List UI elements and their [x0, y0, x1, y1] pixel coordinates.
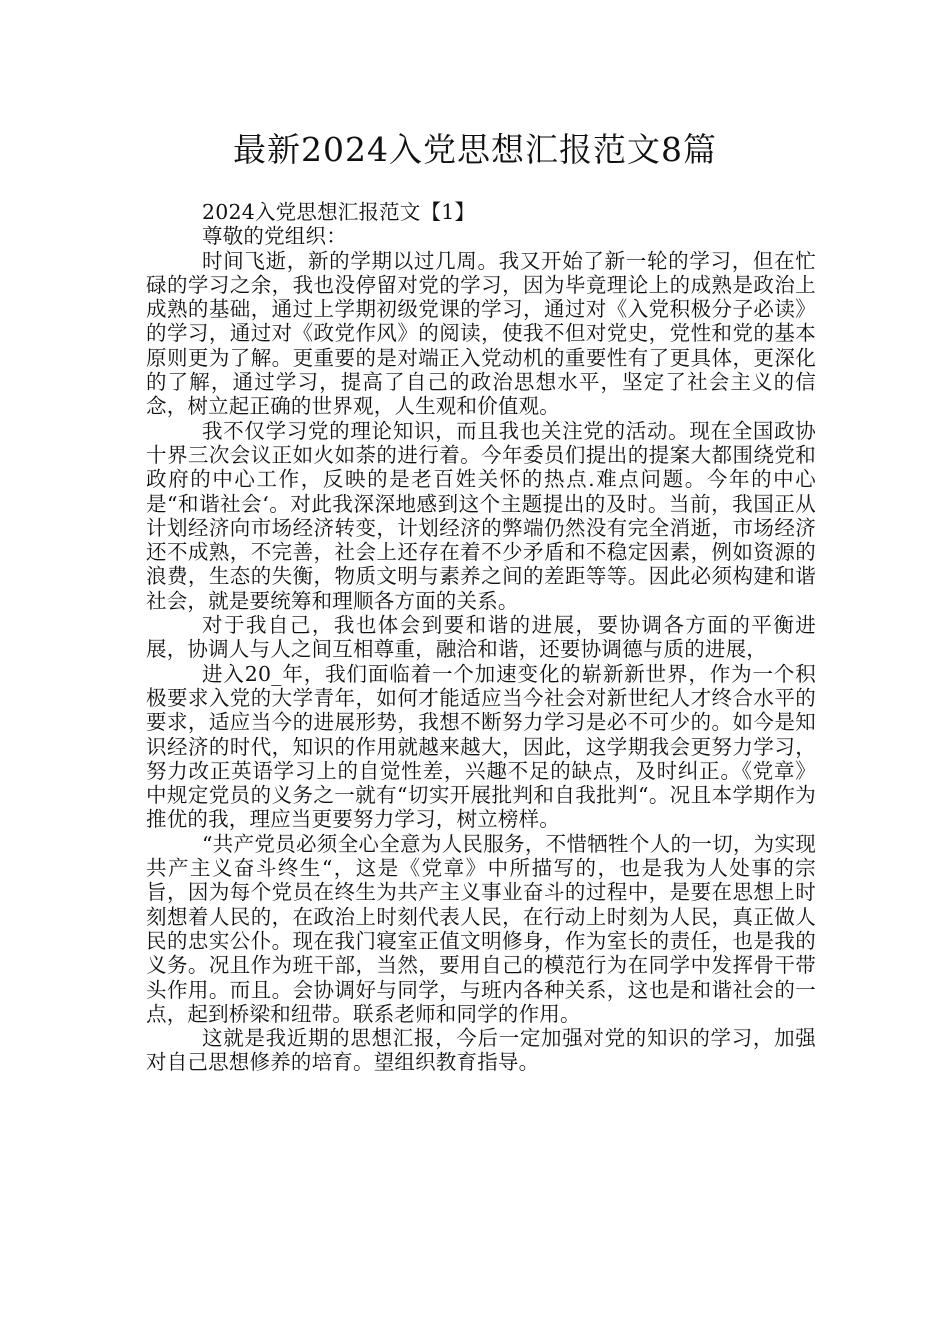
paragraph-4: 进入20_年，我们面临着一个加速变化的崭新新世界，作为一个积极要求入党的大学青年，如何才能适应当今社会对新世纪人才终合水平的要求，适应当今的进展形势，我想不断努力学习是必不可少的。如今是知识经济的时代，知识的作用就越来越大，因此，这学期我会更努力学习，努力改正英语学习上的自觉性差，兴趣不足的缺点，及时纠正。《党章》中规定党员的义务之一就有“切实开展批判和自我批判“。况且本学期作为推优的我，理应当更要努力学习，树立榜样。 [146, 661, 816, 832]
paragraph-1: 时间飞逝，新的学期以过几周。我又开始了新一轮的学习，但在忙碌的学习之余，我也没停留对党的学习，因为毕竟理论上的成熟是政治上成熟的基础，通过上学期初级党课的学习，通过对《入党积极分子必读》的学习，通过对《政党作风》的阅读，使我不但对党史，党性和党的基本原则更为了解。更重要的是对端正入党动机的重要性有了更具体，更深化的了解，通过学习，提高了自己的政治思想水平，坚定了社会主义的信念，树立起正确的世界观，人生观和价值观。 [146, 248, 816, 419]
document-body [146, 200, 816, 1075]
paragraph-3: 对于我自己，我也体会到要和谐的进展，要协调各方面的平衡进展，协调人与人之间互相尊重，融洽和谐，还要协调德与质的进展， [146, 613, 816, 662]
paragraph-6: 这就是我近期的思想汇报，今后一定加强对党的知识的学习，加强对自己思想修养的培育。望组织教育指导。 [146, 1026, 816, 1075]
paragraph-5: “共产党员必须全心全意为人民服务，不惜牺牲个人的一切，为实现共产主义奋斗终生“，这是《党章》中所描写的，也是我为人处事的宗旨，因为每个党员在终生为共产主义事业奋斗的过程中，是要在思想上时刻想着人民的，在政治上时刻代表人民，在行动上时刻为人民，真正做人民的忠实公仆。现在我门寝室正值文明修身，作为室长的责任，也是我的义务。况且作为班干部，当然，要用自己的模范行为在同学中发挥骨干带头作用。而且。会协调好与同学，与班内各种关系，这也是和谐社会的一点，起到桥梁和纽带。联系老师和同学的作用。 [146, 831, 816, 1026]
section-heading: 2024入党思想汇报范文【1】 [202, 200, 476, 224]
paragraph-2: 我不仅学习党的理论知识，而且我也关注党的活动。现在全国政协十界三次会议正如火如荼的进行着。今年委员们提出的提案大都围绕党和政府的中心工作，反映的是老百姓关怀的热点.难点问题。今年的中心是“和谐社会‘。对此我深深地感到这个主题提出的及时。当前，我国正从计划经济向市场经济转变，计划经济的弊端仍然没有完全消逝，市场经济还不成熟，不完善，社会上还存在着不少矛盾和不稳定因素，例如资源的浪费，生态的失衡，物质文明与素养之间的差距等等。因此必须构建和谐社会，就是要统筹和理顺各方面的关系。 [146, 418, 816, 613]
document-title: 最新2024入党思想汇报范文8篇 [233, 130, 717, 169]
salutation: 尊敬的党组织： [202, 224, 347, 249]
